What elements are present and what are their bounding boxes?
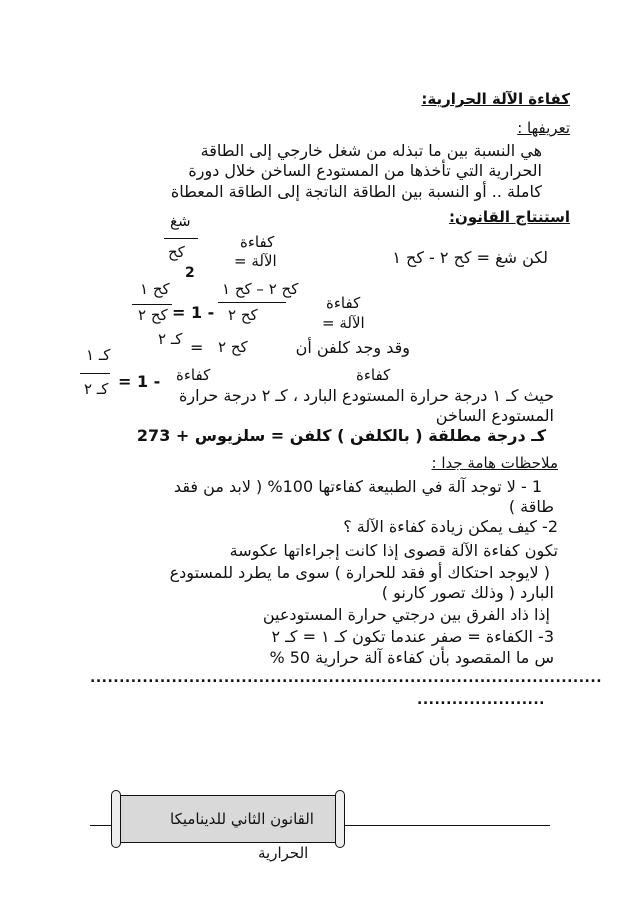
note-2b: ( لايوجد احتكاك أو فقد للحرارة ) سوى ما يطرد للمستودع	[169, 563, 550, 582]
heading-text: كفاءة الآلة الحرارية:	[421, 90, 570, 108]
answer-dots-1: ........................................................................................	[90, 670, 603, 686]
fraction-k2-den: كـ ٢	[84, 380, 109, 398]
note-2d: إذا ذاد الفرق بين درجتي حرارة المستودعين	[262, 605, 550, 624]
question-line: س ما المقصود بأن كفاءة آلة حرارية 50 %	[269, 648, 554, 667]
kelvin-found: وقد وجد كلفن أن	[295, 338, 410, 357]
fraction-kh2-den: كح ٢	[138, 306, 168, 324]
fraction-k1-num: كـ ١	[86, 346, 111, 364]
note-2: 2- كيف يمكن زيادة كفاءة الآلة ؟	[343, 517, 558, 536]
efficiency-word-2: كفاءة	[326, 294, 361, 312]
fraction-kh1-num: كح ١	[140, 280, 170, 298]
fraction-diff-den: كح ٢	[228, 306, 258, 324]
note-2c: البارد ( وذلك تصور كارنو )	[381, 583, 554, 602]
answer-dots-2: ......................	[417, 692, 546, 708]
where-line-2: المستودع الساخن	[435, 406, 554, 425]
definition-line-1: هي النسبة بين ما تبذله من شغل خارجي إلى الطاقة	[200, 141, 542, 160]
efficiency-word-4: كفاءة	[356, 366, 391, 384]
fraction-k-ratio: كـ ٢	[158, 330, 183, 348]
footer-subtitle: الحرارية	[258, 844, 309, 862]
definition-label: تعريفها :	[517, 119, 570, 137]
note-2a: تكون كفاءة الآلة قصوى إذا كانت إجراءاتها عكوسة	[229, 541, 558, 560]
fraction-bar	[80, 373, 110, 374]
note-1b: طاقة )	[508, 497, 554, 516]
fraction-diff-num: كح ٢ – كح ١	[222, 280, 299, 298]
fraction-bar	[132, 304, 172, 305]
efficiency-word: كفاءة	[240, 233, 275, 251]
definition-line-2: الحرارية التي تأخذها من المستودع الساخن خلال دورة	[188, 161, 542, 180]
where-line-3: كـ درجة مطلقة ( بالكلفن ) كلفن = سلزيوس + 273	[136, 426, 546, 445]
efficiency-word-3: كفاءة	[176, 366, 211, 384]
one-minus-expression: = 1 -	[172, 303, 215, 322]
one-minus-expression-2: = 1 -	[118, 372, 161, 391]
but-work-line: لكن شغ = كح ٢ - كح ١	[392, 248, 548, 267]
note-1: 1 - لا توجد آلة في الطبيعة كفاءتها 100% ( لابد من فقد	[173, 477, 542, 496]
derivation-heading	[449, 210, 570, 225]
definition-line-3: كاملة .. أو النسبة بين الطاقة الناتجة إلى الطاقة المعطاة	[170, 182, 542, 201]
fraction-kh-ratio: كح ٢	[218, 338, 248, 356]
heading-text: ملاحظات هامة جدا :	[431, 454, 558, 472]
equals-sign: =	[190, 338, 204, 357]
footer-title: القانون الثاني للديناميكا	[170, 810, 314, 828]
fraction-bar	[218, 302, 286, 303]
fraction-bar	[164, 238, 198, 239]
fraction-numerator-work: شغ	[170, 212, 191, 230]
where-line-1: حيث كـ ١ درجة حرارة المستودع البارد ، كـ ٢ درجة حرارة	[178, 386, 554, 405]
fraction-denominator-heat: كح	[168, 243, 185, 261]
machine-equals-2: الآلة =	[322, 314, 365, 332]
machine-equals: الآلة =	[234, 252, 277, 270]
heading-text: استنتاج القانون:	[449, 208, 570, 226]
efficiency-heading	[421, 92, 570, 107]
note-3: 3- الكفاءة = صفر عندما تكون كـ ١ = كـ ٢	[271, 627, 554, 646]
superscript-two: 2	[185, 265, 195, 281]
notes-heading	[432, 456, 558, 471]
